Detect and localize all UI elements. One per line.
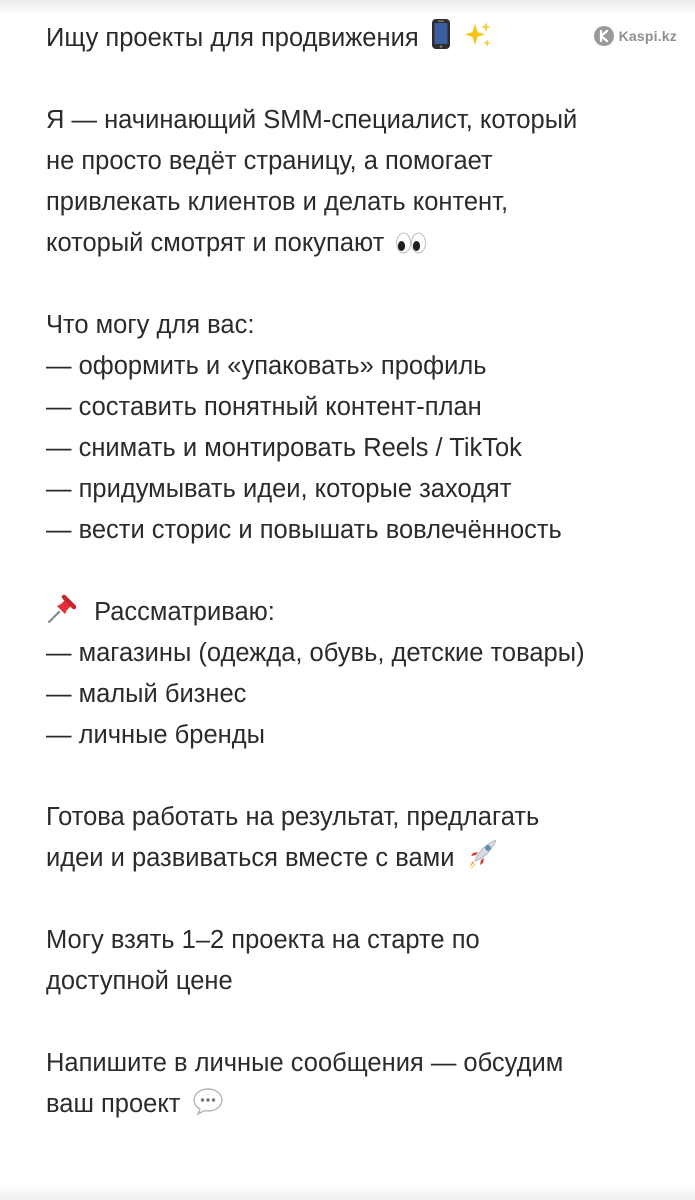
- intro-line-3: привлекать клиентов и делать контент,: [46, 188, 509, 216]
- contact-line-2: ваш проект: [46, 1084, 666, 1125]
- services-heading: Что могу для вас:: [46, 311, 255, 339]
- ready-line-2: идеи и развиваться вместе с вами: [46, 838, 666, 879]
- service-item-1: — оформить и «упаковать» профиль: [46, 352, 487, 380]
- consider-item-3: — личные бренды: [46, 721, 265, 749]
- pushpin-icon: [46, 593, 78, 638]
- mobile-phone-icon: [430, 18, 452, 63]
- top-edge-shadow: [0, 0, 695, 14]
- service-item-5: — вести сторис и повышать вовлечённость: [46, 516, 562, 544]
- bottom-edge-shadow: [0, 1184, 695, 1200]
- post-text: [46, 18, 666, 1125]
- consider-heading-line: [46, 592, 666, 633]
- service-item-4: — придумывать идеи, которые заходят: [46, 475, 512, 503]
- ready-line-1: Готова работать на результат, предлагать: [46, 803, 540, 831]
- speech-bubble-icon: [192, 1086, 224, 1129]
- watermark-text: Kaspi.kz: [618, 28, 677, 44]
- offer-line-2: доступной цене: [46, 967, 233, 995]
- service-item-2: — составить понятный контент-план: [46, 393, 482, 421]
- contact-line-1: Напишите в личные сообщения — обсудим: [46, 1049, 564, 1077]
- intro-line-2: не просто ведёт страницу, а помогает: [46, 147, 493, 175]
- sparkles-icon: [463, 20, 493, 63]
- consider-heading: Рассматриваю:: [94, 598, 275, 626]
- service-item-3: — снимать и монтировать Reels / TikTok: [46, 434, 522, 462]
- post-title-line: [46, 18, 666, 59]
- offer-line-1: Могу взять 1–2 проекта на старте по: [46, 926, 480, 954]
- consider-item-1: — магазины (одежда, обувь, детские товары): [46, 639, 585, 667]
- intro-line-4: который смотрят и покупают: [46, 223, 666, 264]
- eyes-icon: [395, 227, 427, 268]
- consider-item-2: — малый бизнес: [46, 680, 247, 708]
- rocket-icon: [466, 838, 498, 883]
- intro-line-1: Я — начинающий SMM-специалист, который: [46, 106, 578, 134]
- post-title: Ищу проекты для продвижения: [46, 24, 419, 52]
